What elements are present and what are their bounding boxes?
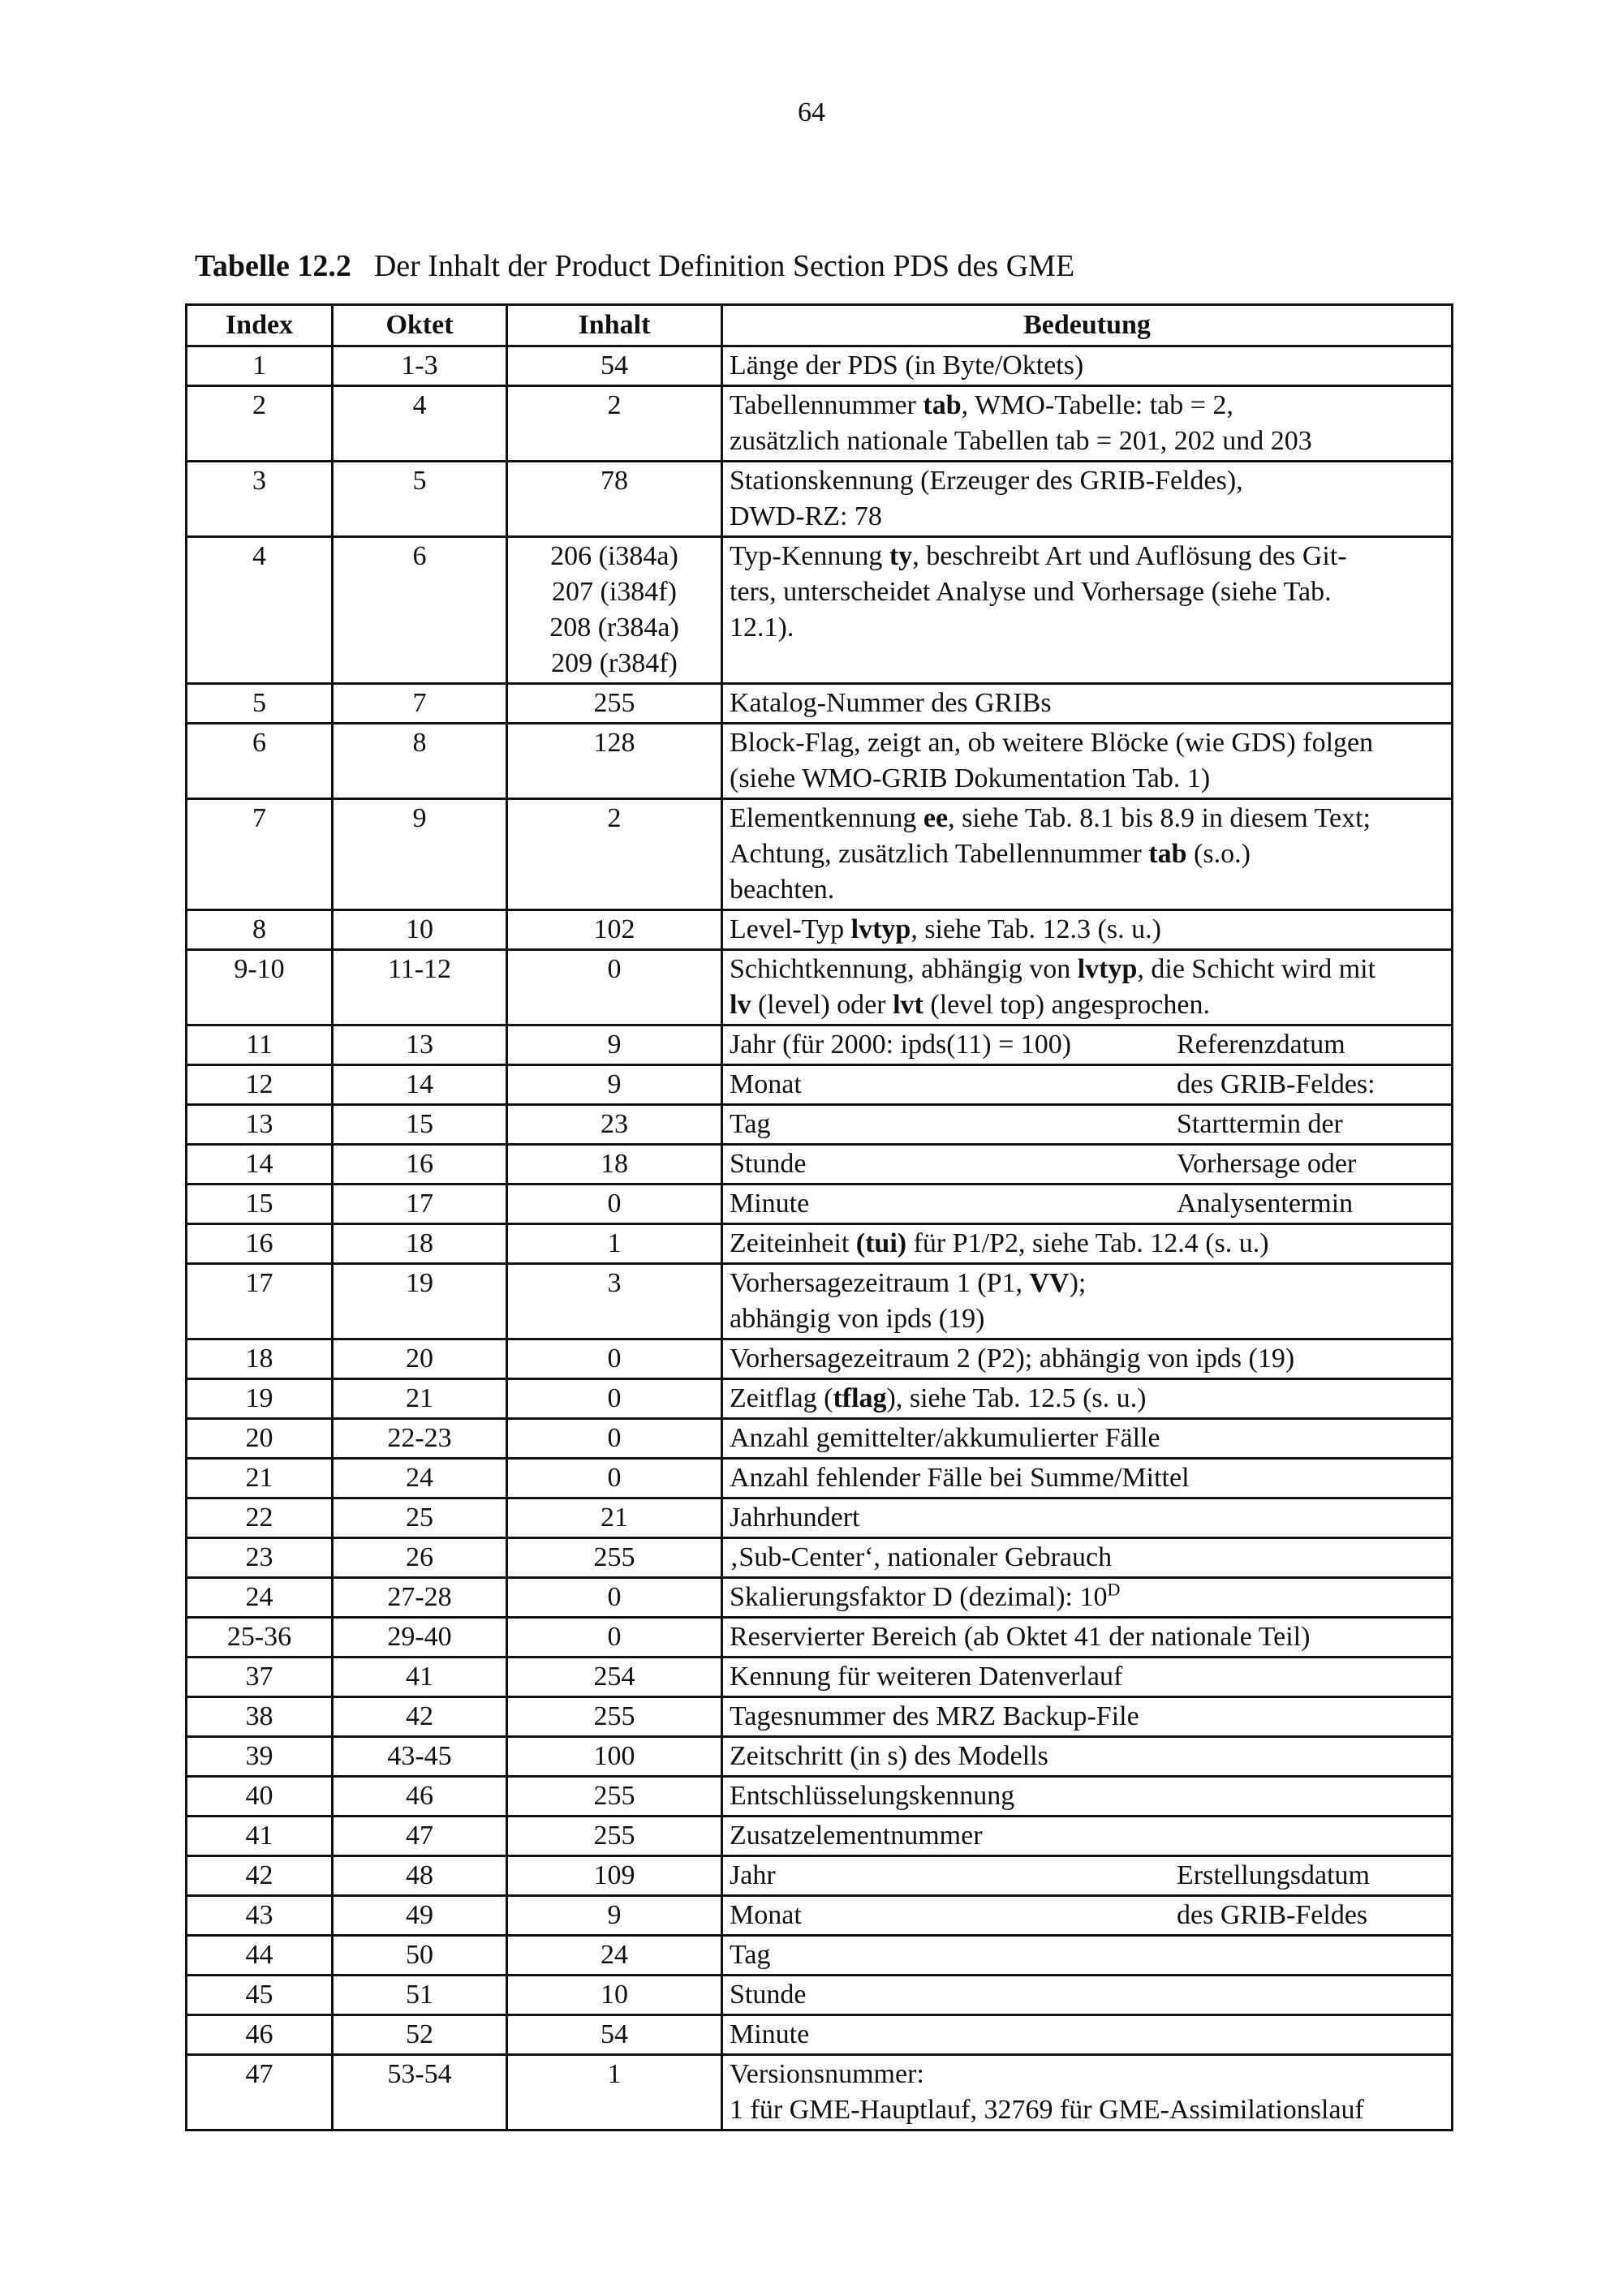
inhalt-line: 206 (i384a) (550, 541, 678, 571)
cell-inhalt: 1 (507, 2055, 722, 2130)
bedeutung-split (730, 1027, 1444, 1063)
table-row (187, 1025, 1453, 1065)
bedeutung-line (730, 2092, 1444, 2128)
cell-inhalt: 0 (507, 1419, 722, 1459)
bedeutung-left: Monat (730, 1900, 802, 1930)
cell-bedeutung (722, 462, 1453, 537)
cell-index: 1 (187, 346, 333, 386)
bedeutung-text: (siehe WMO-GRIB Dokumentation Tab. 1) (730, 763, 1211, 793)
cell-inhalt: 9 (507, 1896, 722, 1936)
bedeutung-split (730, 1186, 1444, 1222)
cell-index: 24 (187, 1578, 333, 1618)
bedeutung-line (730, 539, 1444, 574)
cell-bedeutung (722, 1224, 1453, 1264)
header-index: Index (187, 305, 333, 346)
caption-text: Der Inhalt der Product Definition Section PDS des GME (373, 249, 1075, 283)
cell-oktet: 43-45 (333, 1737, 507, 1777)
inhalt-line: 207 (i384f) (552, 577, 677, 607)
inhalt-line: 209 (r384f) (551, 648, 678, 678)
cell-bedeutung (722, 1105, 1453, 1145)
bedeutung-keyword: ty (889, 541, 913, 571)
bedeutung-keyword: ee (923, 803, 949, 833)
bedeutung-line (730, 1226, 1444, 1262)
bedeutung-split (730, 1067, 1444, 1103)
bedeutung-line (730, 2057, 1444, 2092)
bedeutung-text: ); (1069, 1268, 1087, 1298)
cell-oktet: 17 (333, 1185, 507, 1224)
cell-oktet: 51 (333, 1976, 507, 2015)
cell-bedeutung (722, 910, 1453, 950)
cell-bedeutung: Zusatzelementnummer (722, 1817, 1453, 1856)
bedeutung-text: Versionsnummer: (730, 2059, 924, 2089)
cell-oktet: 20 (333, 1339, 507, 1379)
cell-inhalt: 18 (507, 1145, 722, 1185)
cell-oktet: 18 (333, 1224, 507, 1264)
bedeutung-right: Referenzdatum (1177, 1030, 1345, 1060)
cell-oktet: 25 (333, 1498, 507, 1538)
bedeutung-text: DWD-RZ: 78 (730, 501, 882, 531)
cell-bedeutung: Vorhersagezeitraum 2 (P2); abhängig von ipds (19) (722, 1339, 1453, 1379)
cell-oktet: 47 (333, 1817, 507, 1856)
cell-bedeutung (722, 1145, 1453, 1185)
cell-oktet: 22-23 (333, 1419, 507, 1459)
bedeutung-line (730, 801, 1444, 836)
cell-index: 11 (187, 1025, 333, 1065)
bedeutung-text: ters, unterscheidet Analyse und Vorhersage (siehe Tab. (730, 577, 1332, 607)
cell-inhalt: 10 (507, 1976, 722, 2015)
bedeutung-text: Typ-Kennung (730, 541, 889, 571)
bedeutung-keyword: VV (1029, 1268, 1070, 1298)
header-bedeutung: Bedeutung (722, 305, 1453, 346)
table-row (187, 684, 1453, 724)
cell-index: 44 (187, 1936, 333, 1976)
cell-oktet: 41 (333, 1658, 507, 1697)
bedeutung-text: (level) oder (751, 990, 893, 1020)
cell-bedeutung (722, 2055, 1453, 2130)
cell-bedeutung: Zeitschritt (in s) des Modells (722, 1737, 1453, 1777)
cell-bedeutung (722, 1896, 1453, 1936)
cell-oktet: 16 (333, 1145, 507, 1185)
cell-oktet: 11-12 (333, 950, 507, 1025)
cell-bedeutung: Länge der PDS (in Byte/Oktets) (722, 346, 1453, 386)
cell-inhalt: 255 (507, 1697, 722, 1737)
table-row (187, 910, 1453, 950)
cell-inhalt: 255 (507, 684, 722, 724)
cell-bedeutung (722, 386, 1453, 462)
cell-index: 16 (187, 1224, 333, 1264)
bedeutung-text: abhängig von ipds (19) (730, 1304, 985, 1334)
cell-oktet: 7 (333, 684, 507, 724)
bedeutung-line (730, 761, 1444, 797)
header-inhalt: Inhalt (507, 305, 722, 346)
table-row (187, 1105, 1453, 1145)
bedeutung-line (730, 872, 1444, 908)
table-row (187, 1185, 1453, 1224)
cell-inhalt (507, 537, 722, 684)
bedeutung-right: Erstellungsdatum (1177, 1860, 1370, 1890)
cell-bedeutung: Minute (722, 2015, 1453, 2055)
cell-inhalt: 0 (507, 1459, 722, 1498)
table-row (187, 1498, 1453, 1538)
caption-label: Tabelle 12.2 (195, 249, 351, 283)
table-caption (195, 248, 1074, 284)
cell-oktet: 42 (333, 1697, 507, 1737)
cell-oktet: 21 (333, 1379, 507, 1419)
bedeutung-split (730, 1898, 1444, 1933)
bedeutung-keyword: lvtyp (850, 914, 911, 944)
cell-oktet: 10 (333, 910, 507, 950)
cell-bedeutung: Tag (722, 1936, 1453, 1976)
bedeutung-text: Schichtkennung, abhängig von (730, 954, 1078, 984)
table-row (187, 1737, 1453, 1777)
cell-bedeutung (722, 1578, 1453, 1618)
table-row (187, 1459, 1453, 1498)
table-row (187, 346, 1453, 386)
cell-inhalt: 0 (507, 1618, 722, 1658)
cell-index: 40 (187, 1777, 333, 1817)
cell-bedeutung (722, 1065, 1453, 1105)
bedeutung-left: Jahr (730, 1860, 776, 1890)
bedeutung-line (730, 388, 1444, 424)
cell-bedeutung: Reservierter Bereich (ab Oktet 41 der nationale Teil) (722, 1618, 1453, 1658)
cell-oktet: 19 (333, 1264, 507, 1339)
cell-oktet: 1-3 (333, 346, 507, 386)
cell-index: 45 (187, 1976, 333, 2015)
bedeutung-keyword: tab (1148, 839, 1187, 869)
bedeutung-right: des GRIB-Feldes (1177, 1900, 1368, 1930)
cell-bedeutung (722, 799, 1453, 910)
table-row (187, 1224, 1453, 1264)
table-row (187, 2015, 1453, 2055)
cell-inhalt: 100 (507, 1737, 722, 1777)
cell-bedeutung (722, 950, 1453, 1025)
table-row (187, 1419, 1453, 1459)
cell-bedeutung (722, 1025, 1453, 1065)
bedeutung-line (730, 1301, 1444, 1337)
cell-inhalt: 54 (507, 2015, 722, 2055)
cell-inhalt: 78 (507, 462, 722, 537)
cell-inhalt: 0 (507, 1578, 722, 1618)
bedeutung-line (730, 499, 1444, 535)
cell-inhalt: 9 (507, 1025, 722, 1065)
cell-inhalt: 23 (507, 1105, 722, 1145)
table-row (187, 1618, 1453, 1658)
bedeutung-text: Level-Typ (730, 914, 851, 944)
superscript: D (1107, 1579, 1121, 1600)
bedeutung-line (730, 987, 1444, 1023)
bedeutung-line (730, 1580, 1444, 1615)
table-row (187, 1777, 1453, 1817)
cell-inhalt: 109 (507, 1856, 722, 1896)
bedeutung-line (730, 836, 1444, 872)
table-row (187, 1697, 1453, 1737)
bedeutung-split (730, 1146, 1444, 1182)
bedeutung-right: Starttermin der (1177, 1109, 1343, 1139)
bedeutung-text: , WMO-Tabelle: tab = 2, (961, 390, 1233, 420)
cell-oktet: 8 (333, 724, 507, 799)
bedeutung-text: für P1/P2, siehe Tab. 12.4 (s. u.) (906, 1228, 1269, 1258)
table-row (187, 386, 1453, 462)
cell-index: 21 (187, 1459, 333, 1498)
cell-bedeutung (722, 1856, 1453, 1896)
cell-inhalt: 255 (507, 1538, 722, 1578)
bedeutung-text: ), siehe Tab. 12.5 (s. u.) (886, 1383, 1147, 1413)
bedeutung-text: (level top) angesprochen. (923, 990, 1210, 1020)
cell-bedeutung: Entschlüsselungskennung (722, 1777, 1453, 1817)
cell-index: 38 (187, 1697, 333, 1737)
table-row (187, 537, 1453, 684)
bedeutung-text: beachten. (730, 875, 835, 905)
cell-inhalt: 0 (507, 1339, 722, 1379)
cell-inhalt: 24 (507, 1936, 722, 1976)
bedeutung-text: Elementkennung (730, 803, 923, 833)
cell-index: 42 (187, 1856, 333, 1896)
cell-index: 6 (187, 724, 333, 799)
cell-oktet: 26 (333, 1538, 507, 1578)
cell-bedeutung: Anzahl fehlender Fälle bei Summe/Mittel (722, 1459, 1453, 1498)
bedeutung-right: des GRIB-Feldes: (1177, 1069, 1375, 1099)
table-row (187, 1264, 1453, 1339)
cell-inhalt: 0 (507, 950, 722, 1025)
cell-bedeutung: Anzahl gemittelter/akkumulierter Fälle (722, 1419, 1453, 1459)
bedeutung-line (730, 1266, 1444, 1301)
cell-inhalt: 2 (507, 799, 722, 910)
cell-oktet: 48 (333, 1856, 507, 1896)
bedeutung-left: Monat (730, 1069, 802, 1099)
table-row (187, 1339, 1453, 1379)
cell-inhalt: 1 (507, 1224, 722, 1264)
cell-inhalt: 0 (507, 1379, 722, 1419)
cell-inhalt: 3 (507, 1264, 722, 1339)
table-row (187, 1658, 1453, 1697)
cell-inhalt: 0 (507, 1185, 722, 1224)
header-row (187, 305, 1453, 346)
cell-inhalt: 21 (507, 1498, 722, 1538)
cell-index: 20 (187, 1419, 333, 1459)
bedeutung-keyword: lv (730, 990, 751, 1020)
cell-index: 2 (187, 386, 333, 462)
cell-bedeutung: ‚Sub-Center‘, nationaler Gebrauch (722, 1538, 1453, 1578)
bedeutung-line (730, 952, 1444, 987)
cell-inhalt: 255 (507, 1777, 722, 1817)
bedeutung-line (730, 463, 1444, 499)
cell-index: 23 (187, 1538, 333, 1578)
cell-index: 17 (187, 1264, 333, 1339)
bedeutung-text: , siehe Tab. 12.3 (s. u.) (911, 914, 1161, 944)
cell-index: 47 (187, 2055, 333, 2130)
cell-bedeutung: Jahrhundert (722, 1498, 1453, 1538)
cell-index: 5 (187, 684, 333, 724)
bedeutung-keyword: tflag (833, 1383, 887, 1413)
bedeutung-split (730, 1858, 1444, 1894)
cell-index: 7 (187, 799, 333, 910)
cell-oktet: 9 (333, 799, 507, 910)
bedeutung-text: , die Schicht wird mit (1137, 954, 1376, 984)
inhalt-line: 208 (r384a) (549, 613, 679, 643)
cell-oktet: 29-40 (333, 1618, 507, 1658)
cell-index: 25-36 (187, 1618, 333, 1658)
bedeutung-keyword: lvtyp (1077, 954, 1138, 984)
cell-bedeutung (722, 1185, 1453, 1224)
bedeutung-keyword: (tui) (855, 1228, 907, 1258)
bedeutung-left: Tag (730, 1109, 771, 1139)
cell-bedeutung: Katalog-Nummer des GRIBs (722, 684, 1453, 724)
cell-index: 19 (187, 1379, 333, 1419)
cell-bedeutung: Kennung für weiteren Datenverlauf (722, 1658, 1453, 1697)
cell-index: 41 (187, 1817, 333, 1856)
table-row (187, 462, 1453, 537)
cell-oktet: 50 (333, 1936, 507, 1976)
bedeutung-right: Analysentermin (1177, 1189, 1354, 1219)
bedeutung-line (730, 912, 1444, 948)
bedeutung-right: Vorhersage oder (1177, 1149, 1357, 1179)
cell-index: 43 (187, 1896, 333, 1936)
cell-oktet: 13 (333, 1025, 507, 1065)
table-row (187, 950, 1453, 1025)
cell-index: 39 (187, 1737, 333, 1777)
bedeutung-text: , siehe Tab. 8.1 bis 8.9 in diesem Text; (948, 803, 1371, 833)
table-row (187, 1065, 1453, 1105)
cell-index: 18 (187, 1339, 333, 1379)
table-row (187, 2055, 1453, 2130)
bedeutung-text: 12.1). (730, 613, 794, 643)
bedeutung-keyword: lvt (893, 990, 923, 1020)
bedeutung-text: 1 für GME-Hauptlauf, 32769 für GME-Assimilationslauf (730, 2095, 1364, 2125)
cell-oktet: 49 (333, 1896, 507, 1936)
cell-oktet: 52 (333, 2015, 507, 2055)
bedeutung-text: (s.o.) (1186, 839, 1251, 869)
table-row (187, 1538, 1453, 1578)
cell-index: 22 (187, 1498, 333, 1538)
cell-index: 9-10 (187, 950, 333, 1025)
cell-index: 14 (187, 1145, 333, 1185)
bedeutung-line (730, 1381, 1444, 1417)
table-body (187, 346, 1453, 2130)
cell-index: 3 (187, 462, 333, 537)
bedeutung-text: Stationskennung (Erzeuger des GRIB-Feldes), (730, 466, 1243, 496)
cell-bedeutung: Stunde (722, 1976, 1453, 2015)
cell-inhalt: 9 (507, 1065, 722, 1105)
cell-oktet: 24 (333, 1459, 507, 1498)
cell-inhalt: 255 (507, 1817, 722, 1856)
cell-bedeutung (722, 1264, 1453, 1339)
cell-index: 12 (187, 1065, 333, 1105)
bedeutung-keyword: tab (923, 390, 962, 420)
cell-index: 15 (187, 1185, 333, 1224)
cell-index: 4 (187, 537, 333, 684)
cell-oktet: 5 (333, 462, 507, 537)
cell-index: 37 (187, 1658, 333, 1697)
cell-bedeutung (722, 537, 1453, 684)
cell-inhalt: 254 (507, 1658, 722, 1697)
cell-inhalt: 54 (507, 346, 722, 386)
cell-index: 8 (187, 910, 333, 950)
bedeutung-line (730, 424, 1444, 459)
header-oktet: Oktet (333, 305, 507, 346)
table-row (187, 1379, 1453, 1419)
bedeutung-line (730, 725, 1444, 761)
cell-bedeutung (722, 724, 1453, 799)
bedeutung-text: Zeitflag ( (730, 1383, 833, 1413)
table-row (187, 799, 1453, 910)
bedeutung-text: Achtung, zusätzlich Tabellennummer (730, 839, 1149, 869)
table-row (187, 1578, 1453, 1618)
table-row (187, 724, 1453, 799)
table-row (187, 1976, 1453, 2015)
cell-bedeutung (722, 1379, 1453, 1419)
cell-oktet: 4 (333, 386, 507, 462)
bedeutung-left: Minute (730, 1189, 810, 1219)
bedeutung-text: zusätzlich nationale Tabellen tab = 201, 202 und 203 (730, 426, 1312, 456)
cell-index: 46 (187, 2015, 333, 2055)
table-row (187, 1856, 1453, 1896)
table-row (187, 1145, 1453, 1185)
table-row (187, 1896, 1453, 1936)
bedeutung-text: Block-Flag, zeigt an, ob weitere Blöcke (wie GDS) folgen (730, 728, 1374, 758)
bedeutung-left: Jahr (für 2000: ipds(11) = 100) (730, 1030, 1072, 1060)
bedeutung-split (730, 1107, 1444, 1142)
cell-inhalt: 102 (507, 910, 722, 950)
cell-oktet: 14 (333, 1065, 507, 1105)
bedeutung-text: Vorhersagezeitraum 1 (P1, (730, 1268, 1030, 1298)
bedeutung-text: Skalierungsfaktor D (dezimal): 10 (730, 1582, 1108, 1612)
bedeutung-text: Tabellennummer (730, 390, 923, 420)
cell-index: 13 (187, 1105, 333, 1145)
table-row (187, 1936, 1453, 1976)
bedeutung-left: Stunde (730, 1149, 807, 1179)
cell-inhalt: 128 (507, 724, 722, 799)
cell-inhalt: 2 (507, 386, 722, 462)
cell-bedeutung: Tagesnummer des MRZ Backup-File (722, 1697, 1453, 1737)
bedeutung-text: , beschreibt Art und Auflösung des Git- (912, 541, 1347, 571)
bedeutung-line (730, 574, 1444, 610)
page-number: 64 (798, 97, 825, 127)
pds-table (185, 303, 1453, 2131)
cell-oktet: 53-54 (333, 2055, 507, 2130)
table-row (187, 1817, 1453, 1856)
bedeutung-line (730, 610, 1444, 646)
bedeutung-text: Zeiteinheit (730, 1228, 856, 1258)
cell-oktet: 27-28 (333, 1578, 507, 1618)
cell-oktet: 6 (333, 537, 507, 684)
cell-oktet: 15 (333, 1105, 507, 1145)
cell-oktet: 46 (333, 1777, 507, 1817)
